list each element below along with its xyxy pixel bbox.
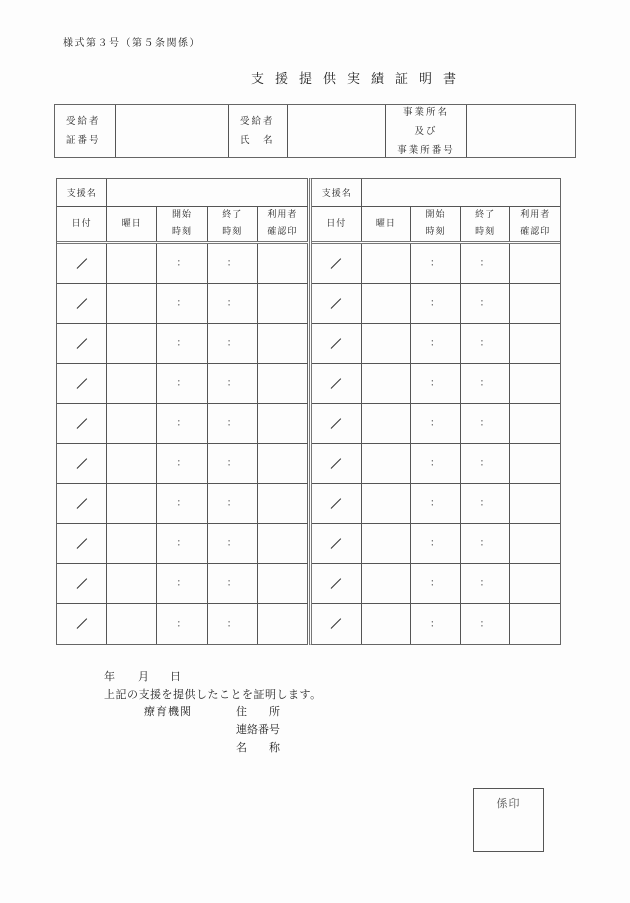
table-row <box>57 284 308 324</box>
date-separator-slash-icon <box>76 258 87 269</box>
table-row <box>57 404 308 444</box>
table-row <box>57 484 308 524</box>
date-separator-slash-icon <box>76 378 87 389</box>
column-header: 終了 時刻 <box>461 207 511 241</box>
start-time-cell[interactable]: ： <box>411 444 461 483</box>
support-name-label: 支援名 <box>312 179 362 206</box>
start-time-cell[interactable]: ： <box>411 404 461 443</box>
weekday-cell[interactable] <box>107 604 157 644</box>
start-time-cell[interactable]: ： <box>157 564 207 603</box>
column-header: 日付 <box>312 207 362 241</box>
end-time-cell[interactable]: ： <box>208 524 258 563</box>
column-header: 開始 時刻 <box>411 207 461 241</box>
end-time-cell[interactable]: ： <box>461 484 511 523</box>
record-table-right <box>309 178 561 645</box>
date-separator-slash-icon <box>331 619 342 630</box>
date-separator-slash-icon <box>76 538 87 549</box>
table-row <box>57 324 308 364</box>
staff-seal-box[interactable] <box>473 788 544 852</box>
name-label: 名 称 <box>236 741 280 754</box>
user-seal-cell[interactable] <box>510 244 560 283</box>
date-separator-slash-icon <box>76 498 87 509</box>
user-seal-cell[interactable] <box>258 524 308 563</box>
user-seal-cell[interactable] <box>510 524 560 563</box>
column-header: 利用者 確認印 <box>520 210 551 237</box>
start-time-cell[interactable]: ： <box>411 604 461 644</box>
date-cell[interactable] <box>312 284 362 323</box>
column-header-row <box>57 207 308 244</box>
date-cell[interactable] <box>57 324 107 363</box>
date-cell[interactable] <box>57 604 107 644</box>
weekday-cell[interactable] <box>362 324 412 363</box>
support-name-field[interactable] <box>362 179 560 206</box>
weekday-cell[interactable] <box>362 444 412 483</box>
weekday-cell[interactable] <box>362 484 412 523</box>
day-label: 日 <box>170 670 181 683</box>
date-separator-slash-icon <box>76 338 87 349</box>
user-seal-cell[interactable] <box>510 324 560 363</box>
table-row <box>312 444 560 484</box>
table-row <box>312 524 560 564</box>
end-time-cell[interactable]: ： <box>461 284 511 323</box>
start-time-cell[interactable]: ： <box>157 604 207 644</box>
date-cell[interactable] <box>312 564 362 603</box>
date-cell[interactable] <box>57 524 107 563</box>
table-row <box>312 404 560 444</box>
end-time-cell[interactable]: ： <box>461 244 511 283</box>
weekday-cell[interactable] <box>362 284 412 323</box>
date-cell[interactable] <box>312 244 362 283</box>
date-cell[interactable] <box>312 484 362 523</box>
column-header: 日付 <box>57 207 107 241</box>
weekday-cell[interactable] <box>362 364 412 403</box>
table-row <box>57 524 308 564</box>
recipient-cert-number-field[interactable] <box>116 105 229 157</box>
date-cell[interactable] <box>312 324 362 363</box>
date-cell[interactable] <box>57 284 107 323</box>
end-time-cell[interactable]: ： <box>208 404 258 443</box>
start-time-cell[interactable]: ： <box>157 364 207 403</box>
end-time-cell[interactable]: ： <box>461 604 511 644</box>
date-cell[interactable] <box>312 444 362 483</box>
end-time-cell[interactable]: ： <box>461 404 511 443</box>
end-time-cell[interactable]: ： <box>461 324 511 363</box>
support-name-label: 支援名 <box>57 179 107 206</box>
record-table-left <box>56 178 308 645</box>
table-row <box>312 484 560 524</box>
table-row <box>57 604 308 644</box>
date-separator-slash-icon <box>331 338 342 349</box>
date-separator-slash-icon <box>331 378 342 389</box>
user-seal-cell[interactable] <box>510 604 560 644</box>
date-cell[interactable] <box>57 484 107 523</box>
user-seal-cell[interactable] <box>510 564 560 603</box>
date-separator-slash-icon <box>331 578 342 589</box>
column-header: 開始 時刻 <box>157 207 207 241</box>
user-seal-cell[interactable] <box>258 604 308 644</box>
date-separator-slash-icon <box>331 258 342 269</box>
weekday-cell[interactable] <box>107 444 157 483</box>
end-time-cell[interactable]: ： <box>208 564 258 603</box>
table-row <box>57 444 308 484</box>
support-name-field[interactable] <box>107 179 308 206</box>
support-name-row <box>57 179 308 207</box>
staff-seal-label: 係印 <box>496 797 521 810</box>
start-time-cell[interactable]: ： <box>411 244 461 283</box>
user-seal-cell[interactable] <box>510 444 560 483</box>
table-row <box>312 324 560 364</box>
date-cell[interactable] <box>57 364 107 403</box>
year-label: 年 <box>104 670 115 683</box>
end-time-cell[interactable]: ： <box>208 484 258 523</box>
table-row <box>312 604 560 644</box>
column-header: 終了 時刻 <box>208 207 258 241</box>
table-row <box>312 564 560 604</box>
document-title: 支援提供実績証明書 <box>250 72 467 87</box>
date-separator-slash-icon <box>331 498 342 509</box>
user-seal-cell[interactable] <box>510 284 560 323</box>
user-seal-cell[interactable] <box>258 284 308 323</box>
date-separator-slash-icon <box>331 298 342 309</box>
end-time-cell[interactable]: ： <box>461 364 511 403</box>
table-row <box>312 244 560 284</box>
weekday-cell[interactable] <box>107 284 157 323</box>
weekday-cell[interactable] <box>107 564 157 603</box>
recipient-name-label: 受給者 氏 名 <box>229 105 288 157</box>
column-header: 利用者 確認印 <box>258 207 308 241</box>
date-cell[interactable] <box>57 404 107 443</box>
table-row <box>57 564 308 604</box>
user-seal-cell[interactable] <box>258 484 308 523</box>
start-time-cell[interactable]: ： <box>157 484 207 523</box>
date-separator-slash-icon <box>76 458 87 469</box>
recipient-name-field[interactable] <box>288 105 386 157</box>
certification-text: 上記の支援を提供したことを証明します。 <box>104 688 322 701</box>
start-time-cell[interactable]: ： <box>411 324 461 363</box>
weekday-cell[interactable] <box>362 564 412 603</box>
start-time-cell[interactable]: ： <box>411 364 461 403</box>
user-seal-cell[interactable] <box>258 444 308 483</box>
date-separator-slash-icon <box>331 458 342 469</box>
user-seal-cell[interactable] <box>510 484 560 523</box>
user-seal-cell[interactable] <box>258 364 308 403</box>
table-row <box>57 364 308 404</box>
weekday-cell[interactable] <box>362 404 412 443</box>
date-line <box>104 668 181 684</box>
start-time-cell[interactable]: ： <box>157 324 207 363</box>
date-cell[interactable] <box>312 524 362 563</box>
end-time-cell[interactable]: ： <box>461 524 511 563</box>
end-time-cell[interactable]: ： <box>461 564 511 603</box>
table-row <box>312 364 560 404</box>
office-label: 事業所名 及び 事業所番号 <box>386 105 467 157</box>
date-cell[interactable] <box>57 564 107 603</box>
start-time-cell[interactable]: ： <box>157 404 207 443</box>
start-time-cell[interactable]: ： <box>411 284 461 323</box>
date-cell[interactable] <box>57 444 107 483</box>
recipient-cert-number-label: 受給者 証番号 <box>55 105 116 157</box>
weekday-cell[interactable] <box>107 324 157 363</box>
date-cell[interactable] <box>312 404 362 443</box>
address-label: 住 所 <box>236 705 280 718</box>
weekday-cell[interactable] <box>107 364 157 403</box>
start-time-cell[interactable]: ： <box>157 444 207 483</box>
date-separator-slash-icon <box>76 578 87 589</box>
month-label: 月 <box>138 670 149 683</box>
start-time-cell[interactable]: ： <box>411 524 461 563</box>
date-separator-slash-icon <box>76 298 87 309</box>
end-time-cell[interactable]: ： <box>208 604 258 644</box>
date-separator-slash-icon <box>76 619 87 630</box>
user-seal-cell[interactable] <box>258 244 308 283</box>
date-cell[interactable] <box>312 604 362 644</box>
date-cell[interactable] <box>57 244 107 283</box>
weekday-cell[interactable] <box>107 244 157 283</box>
column-header-row <box>312 207 560 244</box>
date-separator-slash-icon <box>331 538 342 549</box>
form-number: 様式第３号（第５条関係） <box>63 38 201 49</box>
support-name-row <box>312 179 560 207</box>
contact-number-label: 連絡番号 <box>236 723 280 736</box>
weekday-cell[interactable] <box>362 244 412 283</box>
recipient-info-table <box>54 104 576 158</box>
user-seal-cell[interactable] <box>258 324 308 363</box>
end-time-cell[interactable]: ： <box>208 244 258 283</box>
start-time-cell[interactable]: ： <box>157 284 207 323</box>
user-seal-cell[interactable] <box>510 364 560 403</box>
start-time-cell[interactable]: ： <box>411 564 461 603</box>
weekday-cell[interactable] <box>107 404 157 443</box>
start-time-cell[interactable]: ： <box>157 244 207 283</box>
table-row <box>312 284 560 324</box>
end-time-cell[interactable]: ： <box>208 324 258 363</box>
office-field[interactable] <box>467 105 575 157</box>
column-header: 曜日 <box>362 207 412 241</box>
date-separator-slash-icon <box>76 418 87 429</box>
date-cell[interactable] <box>312 364 362 403</box>
start-time-cell[interactable]: ： <box>157 524 207 563</box>
user-seal-cell[interactable] <box>258 564 308 603</box>
date-separator-slash-icon <box>331 418 342 429</box>
end-time-cell[interactable]: ： <box>208 284 258 323</box>
weekday-cell[interactable] <box>107 484 157 523</box>
user-seal-cell[interactable] <box>258 404 308 443</box>
weekday-cell[interactable] <box>362 604 412 644</box>
end-time-cell[interactable]: ： <box>208 444 258 483</box>
weekday-cell[interactable] <box>107 524 157 563</box>
end-time-cell[interactable]: ： <box>461 444 511 483</box>
user-seal-cell[interactable] <box>510 404 560 443</box>
end-time-cell[interactable]: ： <box>208 364 258 403</box>
table-row <box>57 244 308 284</box>
column-header: 曜日 <box>107 207 157 241</box>
start-time-cell[interactable]: ： <box>411 484 461 523</box>
weekday-cell[interactable] <box>362 524 412 563</box>
institution-label: 療育機関 <box>144 705 192 718</box>
